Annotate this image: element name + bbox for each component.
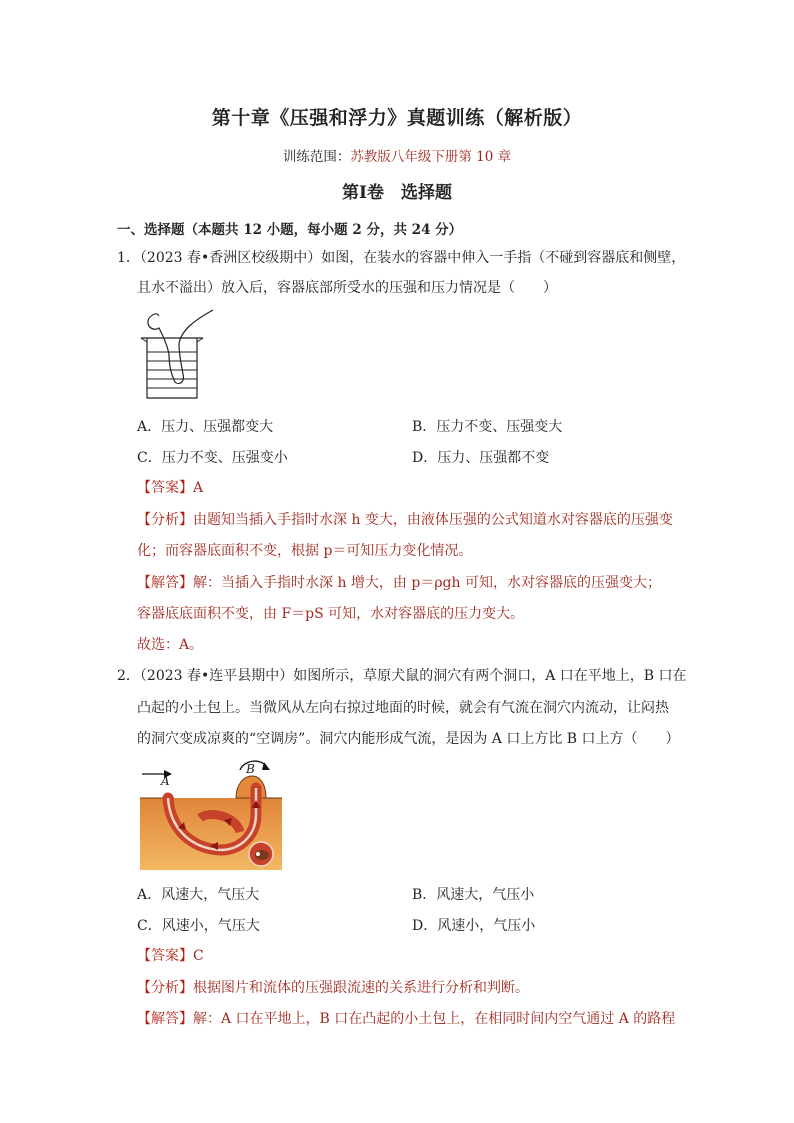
training-scope — [0, 145, 794, 165]
q2-analysis-text-1: 根据图片和流体的压强跟流速的关系进行分析和判断。 — [193, 980, 529, 996]
q1-answer-value: A — [193, 480, 204, 496]
q2-answer — [137, 946, 204, 966]
q1-analysis-text-1: 由题知当插入手指时水深 h 变大，由液体压强的公式知道水对容器底的压强变 — [193, 512, 673, 528]
q1-option-c: C．压力不变、压强变小 — [137, 450, 288, 466]
q2-stem-line-1: 2．（2023 春•连平县期中）如图所示，草原犬鼠的洞穴有两个洞口，A 口在平地上，B 口在 — [117, 668, 687, 684]
q1-answer — [137, 478, 203, 498]
part-title: 第Ⅰ卷 选择题 — [342, 183, 452, 203]
q1-solution-tag: 【解答】 — [137, 575, 193, 591]
q2-answer-tag: 【答案】 — [137, 948, 193, 964]
q1-solution-line-3: 故选：A。 — [137, 637, 204, 653]
figure-label-a: A — [161, 774, 170, 788]
q1-option-a: A．压力、压强都变大 — [137, 419, 274, 435]
q2-stem-line-2: 凸起的小土包上。当微风从左向右掠过地面的时候，就会有气流在洞穴内流动，让闷热 — [137, 700, 669, 716]
q2-stem-line-3: 的洞穴变成凉爽的“空调房”。洞穴内能形成气流，是因为 A 口上方比 B 口上方（ ） — [137, 731, 680, 747]
q1-analysis-tag: 【分析】 — [137, 512, 193, 528]
q1-stem-line-1: 1．（2023 春•香洲区校级期中）如图，在装水的容器中伸入一手指（不碰到容器底和侧壁， — [117, 250, 686, 266]
q2-solution-line-1 — [137, 1009, 675, 1029]
q2-solution-tag: 【解答】 — [137, 1011, 193, 1027]
q2-option-c: C．风速小，气压大 — [137, 918, 260, 934]
figure-label-b: B — [246, 762, 255, 776]
q2-analysis-tag: 【分析】 — [137, 980, 193, 996]
q1-beaker-figure — [135, 306, 225, 406]
document-title: 第十章《压强和浮力》真题训练（解析版） — [211, 107, 583, 129]
q1-solution-text-1: 解：当插入手指时水深 h 增大，由 p＝ρgh 可知，水对容器底的压强变大； — [193, 575, 661, 591]
section-header: 一、选择题（本题共 12 小题，每小题 2 分，共 24 分） — [117, 222, 463, 238]
q1-analysis-line-1 — [137, 510, 673, 530]
q2-option-a: A．风速大，气压大 — [137, 887, 260, 903]
q1-solution-line-2: 容器底底面积不变，由 F＝pS 可知，水对容器底的压力变大。 — [137, 606, 525, 622]
q1-option-b: B．压力不变、压强变大 — [412, 419, 563, 435]
q2-option-d: D．风速小，气压小 — [412, 918, 536, 934]
q2-option-b: B．风速大，气压小 — [412, 887, 535, 903]
q2-analysis-line-1 — [137, 978, 529, 998]
scope-label: 训练范围： — [282, 149, 351, 165]
q1-answer-tag: 【答案】 — [137, 480, 193, 496]
q2-solution-text-1: 解：A 口在平地上，B 口在凸起的小土包上，在相同时间内空气通过 A 的路程 — [193, 1011, 676, 1027]
q1-analysis-line-2: 化；而容器底面积不变，根据 p＝可知压力变化情况。 — [137, 543, 473, 559]
q1-solution-line-1 — [137, 573, 661, 593]
q1-stem-line-2: 且水不溢出）放入后，容器底部所受水的压强和压力情况是（ ） — [137, 280, 557, 296]
q1-option-d: D．压力、压强都不变 — [412, 450, 550, 466]
scope-value: 苏教版八年级下册第 10 章 — [350, 149, 512, 165]
q2-answer-value: C — [193, 948, 204, 964]
